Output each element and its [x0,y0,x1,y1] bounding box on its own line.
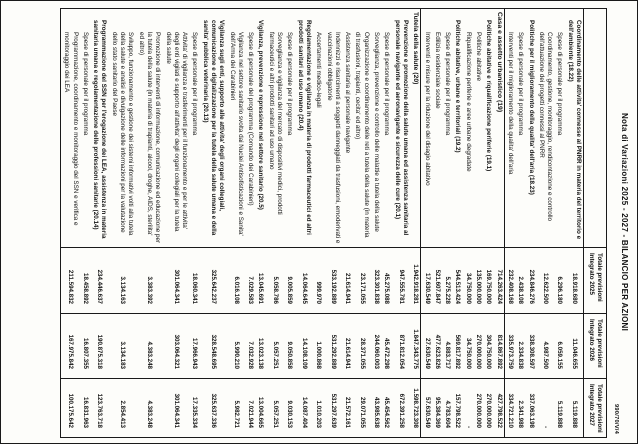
col-header-2027-line2: Integrato 2027 [588,384,595,426]
value-2026: 9.050.858 [284,314,294,379]
value-2027: 100.175.642 [60,379,79,438]
value-2025: 521.607.847 [432,248,442,314]
table-row [564,9,583,438]
row-label: Promozione di interventi di informazione, comunicazione ed educazione per la tutela della salute (in materia di trapianti, alcool, droghe, AIDS, sterilita' ed altro) [137,32,162,244]
value-2026: 814.867.892 [493,314,504,379]
row-label: Sviluppo, funzionamento e gestione dei sistemi informativi volti alla tutela della salute e analisi e divulgazione delle informazioni per la valutazione dello stato sanitario del Paese [110,32,135,236]
value-2026: 244.060.003 [371,314,381,379]
value-2026: 5.057.251 [266,314,285,379]
value-2026: 27.630.549 [421,314,432,379]
row-label: Attivita' di vigilanza e trasferimenti per il funzionamento e per le attivita' degli enti vigilati e supporto all'attivita' degli organi collegiali per la tutela della salute [164,32,189,232]
table-row [483,9,493,438]
value-2027: 672.391.258 [391,379,410,438]
value-2025: 17.630.549 [421,248,432,314]
value-2027: 1.598.723.308 [410,379,421,438]
col-header-2025-line2: Integrato 2025 [588,253,595,295]
value-2027: 5.057.251 [266,379,285,438]
value-2025: 533.192.889 [323,248,342,314]
col-header-2027 [584,379,607,438]
row-label: Coordinamento, gestione, monitoraggio, rendicontazione e controllo dell'attuazione dei progetti connessi al PNRR [537,32,554,222]
value-2025: 18.458.892 [80,248,90,314]
row-label: Regolamentazione e vigilanza in materia di prodotti farmaceutici ed altri prodotti sanitari ad uso umano (20.4) [296,20,312,235]
col-header-2026 [584,314,607,379]
value-2026: 167.975.842 [60,314,79,379]
value-2025: 18.060.341 [189,248,199,314]
row-label: Spese di personale per il programma [556,32,564,136]
value-2026: 1.847.343.775 [410,314,421,379]
table-row [525,9,535,438]
table-row [199,9,226,438]
page-code: 990/70/V/4 [613,403,619,434]
row-label: Programmazione del SSN per l'erogazione dei LEA, assistenza in materia sanitaria umana e regolamentazione delle professioni sanitarie (20.14) [92,20,108,239]
value-2026: 5.990.210 [226,314,245,379]
value-2027: 29.071.055 [352,379,371,438]
value-2027: 1.010.203 [313,379,323,438]
table-row [371,9,381,438]
value-2025: 323.301.838 [371,248,381,314]
value-2025: 999.970 [313,248,323,314]
value-2027: 157.798.522 [452,379,462,438]
value-2025: 135.000.000 [473,248,483,314]
value-2027: 21.572.161 [342,379,352,438]
value-2027: 270.000.000 [473,379,483,438]
value-2026: 17.966.943 [189,314,199,379]
value-2026: 531.292.889 [323,314,342,379]
value-2025: 714.263.424 [493,248,504,314]
row-label: Assistenza sanitaria al personale navigante [344,32,352,154]
value-2026: 190.875.318 [90,314,109,379]
col-header-description [584,9,607,248]
row-label: Spese di personale per il programma [191,32,199,136]
row-label: Interventi per il miglioramento della qualita' dell'aria [506,32,514,175]
row-label: Riqualificazione periferie e aree urbane degradate [464,32,472,172]
row-label: Programmazione, coordinamento e monitoraggio del SSN e verifica e monitoraggio dei LEA [63,32,79,226]
value-2026: 4.987.500 [536,314,555,379]
table-row [452,9,462,438]
row-label: Tutela della salute (20) [410,9,421,248]
row-label: Politiche abitative, urbane e territoriali (19.2) [454,20,462,153]
table-row [462,9,472,438]
value-2025: 2.438.108 [515,248,525,314]
value-2026: 28.371.055 [352,314,371,379]
table-row [442,9,452,438]
value-2026: 477.623.826 [432,314,442,379]
value-2026: 303.064.321 [162,314,189,379]
row-label: Indennizzi e risarcimenti a soggetti danneggiati da trasfusioni, emoderivati e vaccinazioni obbligatorie [325,32,341,244]
value-2025: 5.275.228 [442,248,452,314]
value-2027: 43.985.638 [371,379,381,438]
table-row [352,9,371,438]
table-row [255,9,265,438]
value-2026: 16.807.355 [80,314,90,379]
table-row [323,9,342,438]
value-2025: 169.750.000 [483,248,493,314]
table-row [342,9,352,438]
table-row [294,9,313,438]
page-header [607,8,632,436]
value-2027: 301.064.341 [162,379,189,438]
col-header-2026-line1: Totale previsioni [596,319,603,368]
value-2027: 2.341.988 [515,379,525,438]
table-body [60,9,583,438]
value-2025: 23.171.055 [352,248,371,314]
value-2025: 34.750.000 [462,248,472,314]
table-row [189,9,199,438]
row-label: Vigilanza sugli enti, supporto alle attivita' degli organi collegiali, comunicazione e digitalizzazione per la tutela della salute umana e della sanita' pubblica veterinaria (20.13) [201,20,226,236]
table-row [391,9,410,438]
value-2027: 2.854.413 [108,379,135,438]
value-2027: 427.798.522 [493,379,504,438]
table-row [432,9,442,438]
value-2027: - [462,379,472,438]
budget-table [60,8,607,438]
value-2027: - [536,379,555,438]
value-2025: 6.016.108 [226,248,245,314]
value-2026: 2.334.838 [515,314,525,379]
table-row [162,9,189,438]
value-2027: 5.982.721 [226,379,245,438]
table-header [584,9,607,438]
value-2025: 3.134.163 [108,248,135,314]
row-label: Vigilanza nel settore sanitario svolta dai Nuclei Antisofisticazioni e Sanita' dell'Arma dei Carabinieri [228,32,244,236]
table-row [135,9,162,438]
table-row [554,9,564,438]
table-row [410,9,421,438]
value-2027: 325.637.336 [199,379,226,438]
value-2026: 34.750.000 [462,314,472,379]
value-2027: 14.087.404 [294,379,313,438]
value-2027: 9.030.153 [284,379,294,438]
row-label: Casa e assetto urbanistico (19) [493,9,504,248]
value-2025: 9.005.859 [284,248,294,314]
value-2027: 7.021.944 [245,379,255,438]
value-2026: 45.472.298 [381,314,391,379]
value-2026: 569.817.892 [452,314,462,379]
row-label: Spese di personale del programma (Comando dei Carabinieri) [247,32,255,206]
value-2026: 4.383.248 [135,314,162,379]
value-2025: 21.614.941 [342,248,352,314]
table-row [284,9,294,438]
row-label: Sorveglianza, prevenzione e controllo delle malattie a tutela della salute [373,32,381,232]
table-row [473,9,483,438]
value-2026: 13.023.138 [255,314,265,379]
value-2027: 13.004.665 [255,379,265,438]
table-row [421,9,432,438]
table-row [108,9,135,438]
value-2025: 234.446.637 [90,248,109,314]
value-2025: 12.622.500 [536,248,555,314]
value-2026: 11.046.655 [564,314,583,379]
table-row [515,9,525,438]
row-label: Coordinamento delle attivita' connesse al PNRR in materia del territorio e dell'ambiente (18.22) [566,20,582,240]
value-2027: 4.783.604 [442,379,452,438]
row-label: Spese di personale per il programma [383,32,391,136]
value-2027: 16.831.963 [80,379,90,438]
value-2026: 3.134.183 [108,314,135,379]
value-2025: 6.296.180 [554,248,564,314]
table-row [80,9,90,438]
table-row [381,9,391,438]
value-2027: 95.384.369 [432,379,442,438]
table-row [60,9,79,438]
value-2025: 3.383.392 [135,248,162,314]
value-2026: 7.032.928 [245,314,255,379]
col-header-2025-line1: Totale previsioni [596,253,603,302]
row-label: Spese di personale per il programma [517,32,525,136]
row-label: Politiche abitative [475,32,483,82]
row-label: Sorveglianza e vigilanza del mercato di dispositivi medici, prodotti farmaceutici e altri prodotti sanitari ad uso umano [267,32,284,215]
value-2025: 947.555.781 [391,248,410,314]
row-label: Spese di personale per il programma [286,32,294,136]
value-2027: 531.297.639 [323,379,342,438]
row-label: Spese di personale per il programma [444,32,452,136]
row-label: Prevenzione e promozione della salute umana ed assistenza sanitaria al personale navigante ed aeronavigante e sicurezza delle cure (20.1) [393,20,409,236]
col-header-2027-line1: Totale previsioni [596,384,603,433]
value-2027: 123.763.718 [90,379,109,438]
value-2026: 270.000.000 [473,314,483,379]
value-2027: 17.335.334 [189,379,199,438]
value-2026: 335.973.759 [504,314,515,379]
value-2027: 270.000.000 [483,379,493,438]
value-2027: 4.383.248 [135,379,162,438]
value-2026: 6.059.155 [554,314,564,379]
table-row [504,9,515,438]
row-label: Organizzazione e coordinamento delle reti a tutela della salute (in materia di trasfusioni, trapianti, cecita' ed altro) [354,32,370,238]
value-2026: 328.548.695 [199,314,226,379]
table-row [536,9,555,438]
value-2025: 234.846.276 [525,248,535,314]
value-2025: 14.064.645 [294,248,313,314]
value-2026: 4.883.717 [442,314,452,379]
row-label: Politiche per il miglioramento della qualita' dell'aria (18.23) [527,20,535,195]
value-2025: 5.058.786 [266,248,285,314]
value-2026: 871.812.054 [391,314,410,379]
value-2027: 5.119.888 [554,379,564,438]
header-row [584,9,607,438]
value-2027: 337.063.198 [525,379,535,438]
value-2027: 57.630.549 [421,379,432,438]
table-row [245,9,255,438]
table-row [313,9,323,438]
value-2025: 45.275.088 [381,248,391,314]
col-header-2025 [584,248,607,314]
value-2026: 14.108.109 [294,314,313,379]
value-2025: 325.642.237 [199,248,226,314]
value-2025: 13.045.691 [255,248,265,314]
value-2025: 544.513.424 [452,248,462,314]
col-header-2026-line2: Integrato 2026 [588,319,595,361]
row-label: Accertamenti medico-legali [315,32,323,108]
table-row [226,9,245,438]
table-row [493,9,504,438]
page-title: Nota di Variazioni 2025 - 2027 - BILANCIO PER AZIONI [620,112,629,332]
row-label: Spese di personale per il programma [81,32,89,136]
value-2025: 301.064.341 [162,248,189,314]
row-label: Interventi e misure per la riduzione del disagio abitativo [423,32,431,186]
value-2025: 232.408.168 [504,248,515,314]
value-2025: 211.594.832 [60,248,79,314]
value-2026: 21.614.941 [342,314,352,379]
value-2027: 334.721.210 [504,379,515,438]
row-label: Edilizia residenziale sociale [433,32,441,109]
value-2027: 5.119.888 [564,379,583,438]
value-2025: 1.942.918.281 [410,248,421,314]
value-2026: 1.000.868 [313,314,323,379]
row-label: Vigilanza, prevenzione e repressione nel settore sanitario (20.5) [257,20,265,210]
table-row [90,9,109,438]
value-2025: 18.918.680 [564,248,583,314]
value-2027: 45.454.562 [381,379,391,438]
row-label: Politiche abitative e riqualificazione periferie (19.1) [485,20,493,172]
value-2026: 338.308.597 [525,314,535,379]
value-2025: 7.029.583 [245,248,255,314]
table-row [266,9,285,438]
value-2026: 304.750.000 [483,314,493,379]
